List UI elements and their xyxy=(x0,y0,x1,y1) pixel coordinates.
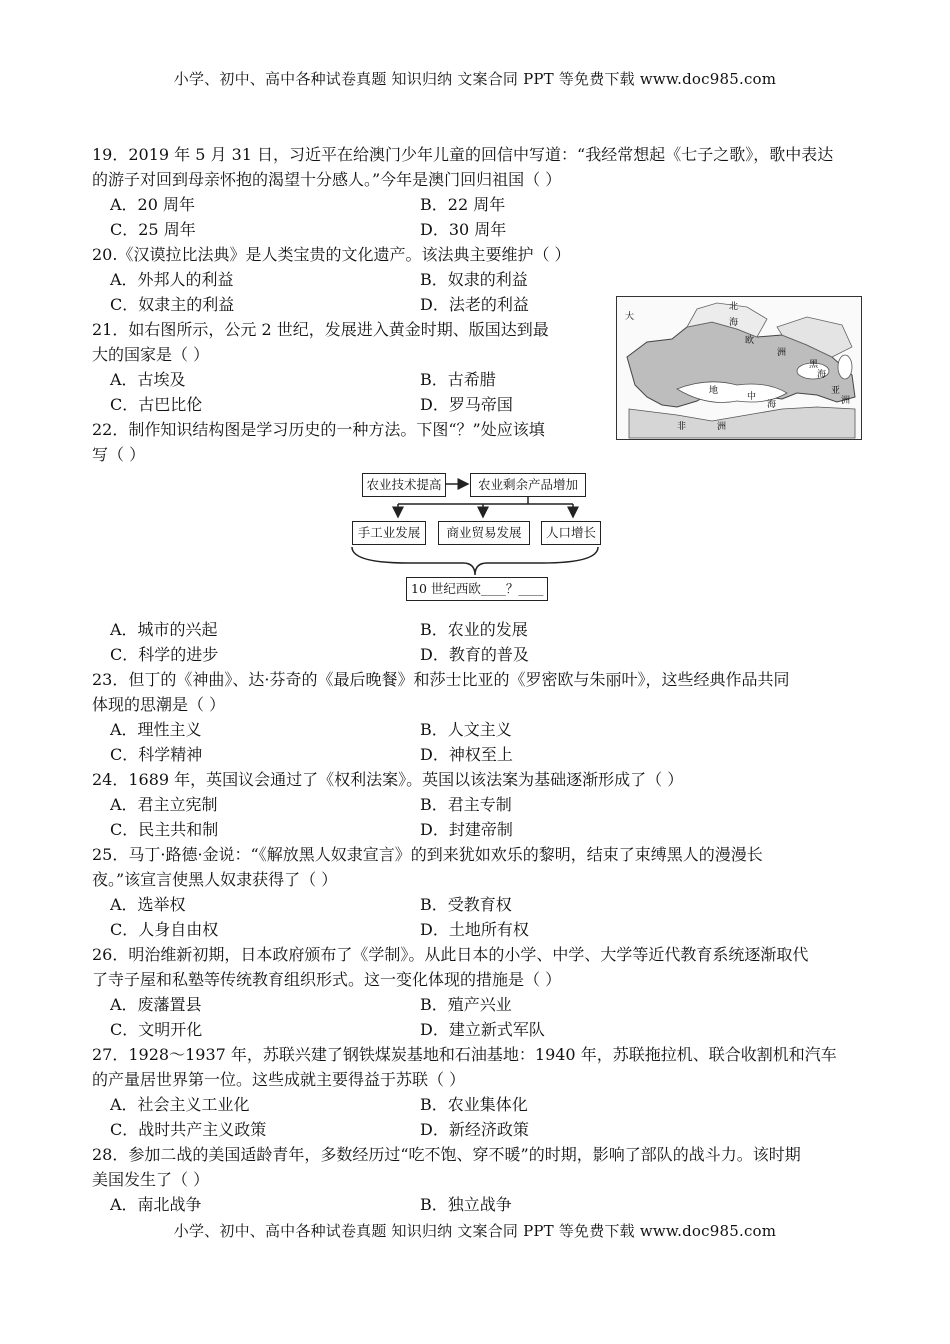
q24-option-a: A．君主立宪制 xyxy=(110,795,218,814)
map-label-m: 非 xyxy=(677,422,687,432)
map-label-k: 中 xyxy=(747,392,757,402)
q25-line1: 25．马丁·路德·金说：“《解放黑人奴隶宣言》的到来犹如欢乐的黎明，结束了束缚黑人的漫漫长 xyxy=(92,845,763,864)
q28-line1: 28．参加二战的美国适龄青年，多数经历过“吃不饱、穿不暖”的时期，影响了部队的战斗力。该时期 xyxy=(92,1145,801,1164)
q25-option-d: D．土地所有权 xyxy=(420,920,529,939)
box-population: 人口增长 xyxy=(541,521,601,545)
map-label-f: 黑 xyxy=(809,360,819,370)
page-footer: 小学、初中、高中各种试卷真题 知识归纳 文案合同 PPT 等免费下载 www.doc985.com xyxy=(173,1222,777,1240)
q19-line1: 19．2019 年 5 月 31 日，习近平在给澳门少年儿童的回信中写道：“我经常想起《七子之歌》，歌中表达 xyxy=(92,145,834,164)
q25-option-b: B．受教育权 xyxy=(420,895,512,914)
q23-option-c: C．科学精神 xyxy=(110,745,203,764)
map-label-j: 地 xyxy=(709,386,719,396)
q20-option-c: C．奴隶主的利益 xyxy=(110,295,235,314)
map-label-h: 亚 xyxy=(831,386,841,396)
q27-option-b: B．农业集体化 xyxy=(420,1095,528,1114)
q21-line1: 21．如右图所示，公元 2 世纪，发展进入黄金时期、版国达到最 xyxy=(92,320,549,339)
roman-empire-map xyxy=(616,296,862,440)
q27-line1: 27．1928～1937 年，苏联兴建了钢铁煤炭基地和石油基地：1940 年，苏联拖拉机、联合收割机和汽车 xyxy=(92,1045,837,1064)
q22-line1: 22．制作知识结构图是学习历史的一种方法。下图“？”处应该填 xyxy=(92,420,545,439)
q28-option-b: B．独立战争 xyxy=(420,1195,512,1214)
q23-option-a: A．理性主义 xyxy=(110,720,202,739)
q24-option-d: D．封建帝制 xyxy=(420,820,513,839)
map-label-g: 海 xyxy=(817,370,827,380)
knowledge-structure-diagram xyxy=(348,471,602,605)
map-label-i: 洲 xyxy=(841,396,851,406)
q22-option-d: D．教育的普及 xyxy=(420,645,529,664)
page-header: 小学、初中、高中各种试卷真题 知识归纳 文案合同 PPT 等免费下载 www.doc985.com xyxy=(173,70,777,88)
q23-line1: 23．但丁的《神曲》、达·芬奇的《最后晚餐》和莎士比亚的《罗密欧与朱丽叶》，这些经典作品共同 xyxy=(92,670,790,689)
q19-option-c: C．25 周年 xyxy=(110,220,196,239)
map-label-l: 海 xyxy=(767,400,777,410)
map-label-b: 北 xyxy=(729,302,739,312)
q27-option-a: A．社会主义工业化 xyxy=(110,1095,250,1114)
box-handicraft: 手工业发展 xyxy=(352,521,426,545)
map-label-c: 海 xyxy=(729,318,739,328)
q25-option-a: A．选举权 xyxy=(110,895,186,914)
q27-line2: 的产量居世界第一位。这些成就主要得益于苏联（ ） xyxy=(92,1070,466,1089)
map-label-n: 洲 xyxy=(717,422,727,432)
q28-line2: 美国发生了（ ） xyxy=(92,1170,210,1189)
q23-line2: 体现的思潮是（ ） xyxy=(92,695,226,714)
q22-option-b: B．农业的发展 xyxy=(420,620,528,639)
q26-line1: 26．明治维新初期，日本政府颁布了《学制》。从此日本的小学、中学、大学等近代教育系统逐渐取代 xyxy=(92,945,809,964)
box-agri-tech: 农业技术提高 xyxy=(362,473,446,497)
q23-option-d: D．神权至上 xyxy=(420,745,513,764)
q20-option-b: B．奴隶的利益 xyxy=(420,270,528,289)
q20-option-d: D．法老的利益 xyxy=(420,295,529,314)
box-answer-blank: 10 世纪西欧____？____ xyxy=(406,577,548,601)
q23-option-b: B．人文主义 xyxy=(420,720,512,739)
q24-line1: 24．1689 年，英国议会通过了《权利法案》。英国以该法案为基础逐渐形成了（ ） xyxy=(92,770,684,789)
q26-option-d: D．建立新式军队 xyxy=(420,1020,545,1039)
q24-option-c: C．民主共和制 xyxy=(110,820,219,839)
q28-option-a: A．南北战争 xyxy=(110,1195,202,1214)
q26-option-a: A．废藩置县 xyxy=(110,995,202,1014)
q19-option-b: B．22 周年 xyxy=(420,195,506,214)
q19-line2: 的游子对回到母亲怀抱的渴望十分感人。”今年是澳门回归祖国（ ） xyxy=(92,170,562,189)
q21-option-c: C．古巴比伦 xyxy=(110,395,203,414)
q26-line2: 了寺子屋和私塾等传统教育组织形式。这一变化体现的措施是（ ） xyxy=(92,970,562,989)
map-drawing xyxy=(617,297,861,439)
map-label-e: 洲 xyxy=(777,348,787,358)
map-label-a: 大 xyxy=(625,312,635,322)
q22-option-a: A．城市的兴起 xyxy=(110,620,218,639)
box-surplus: 农业剩余产品增加 xyxy=(470,473,586,497)
map-label-d: 欧 xyxy=(745,336,755,346)
q19-option-a: A．20 周年 xyxy=(110,195,196,214)
q25-line2: 夜。”该宣言使黑人奴隶获得了（ ） xyxy=(92,870,338,889)
q22-line2: 写（ ） xyxy=(92,445,146,464)
q20-option-a: A．外邦人的利益 xyxy=(110,270,234,289)
box-commerce: 商业贸易发展 xyxy=(438,521,530,545)
q21-line2: 大的国家是（ ） xyxy=(92,345,210,364)
q21-option-b: B．古希腊 xyxy=(420,370,496,389)
q20-line1: 20.《汉谟拉比法典》是人类宝贵的文化遗产。该法典主要维护（ ） xyxy=(92,245,571,264)
q19-option-d: D．30 周年 xyxy=(420,220,507,239)
q25-option-c: C．人身自由权 xyxy=(110,920,219,939)
q27-option-c: C．战时共产主义政策 xyxy=(110,1120,267,1139)
q26-option-b: B．殖产兴业 xyxy=(420,995,512,1014)
q21-option-a: A．古埃及 xyxy=(110,370,186,389)
q26-option-c: C．文明开化 xyxy=(110,1020,203,1039)
q27-option-d: D．新经济政策 xyxy=(420,1120,529,1139)
q21-option-d: D．罗马帝国 xyxy=(420,395,513,414)
q24-option-b: B．君主专制 xyxy=(420,795,512,814)
q22-option-c: C．科学的进步 xyxy=(110,645,219,664)
